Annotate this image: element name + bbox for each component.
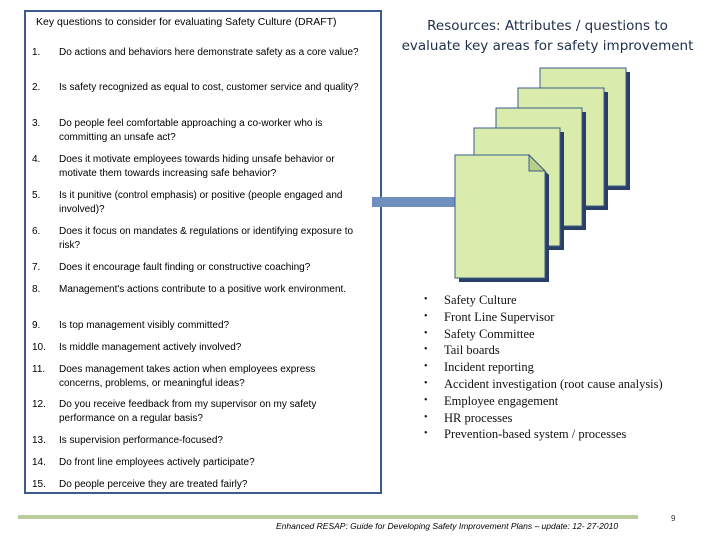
question-number: 10. — [32, 342, 46, 353]
bullet-icon: • — [424, 361, 428, 373]
question-number: 12. — [32, 399, 46, 410]
question-text: Is safety recognized as equal to cost, customer service and quality? — [59, 82, 359, 93]
footer-text: Enhanced RESAP: Guide for Developing Safety Improvement Plans – update: 12- 27-2010 — [276, 521, 619, 531]
resource-item — [422, 292, 712, 309]
document-stack-icon — [372, 68, 630, 282]
question-text: Does it encourage fault finding or constructive coaching? — [59, 262, 311, 273]
resource-item-label: Accident investigation (root cause analysis) — [444, 376, 663, 391]
question-number: 1. — [32, 47, 41, 58]
bullet-icon: • — [424, 310, 428, 322]
resources-title-line1: Resources: Attributes / questions to — [427, 18, 668, 34]
question-text: Do front line employees actively participate? — [59, 457, 255, 468]
question-text: Is it punitive (control emphasis) or positive (people engaged and involved)? — [59, 190, 343, 215]
resource-item — [422, 393, 712, 410]
resources-list — [422, 292, 712, 443]
question-number: 6. — [32, 226, 41, 237]
bullet-icon: • — [424, 428, 428, 440]
question-number: 8. — [32, 284, 41, 295]
footer-divider — [18, 515, 638, 519]
question-text: Do people feel comfortable approaching a co-worker who is committing an unsafe act? — [59, 118, 323, 143]
resources-title-line2: evaluate key areas for safety improvement — [401, 38, 694, 54]
questions-list — [26, 12, 380, 492]
resource-item-label: HR processes — [444, 410, 513, 425]
resource-item-label: Safety Culture — [444, 293, 517, 307]
question-text: Is top management visibly committed? — [59, 320, 230, 331]
question-number: 14. — [32, 457, 46, 468]
resource-item — [422, 359, 712, 376]
resource-item — [422, 342, 712, 359]
resource-item — [422, 410, 712, 427]
resource-item — [422, 376, 712, 393]
bullet-icon: • — [424, 411, 428, 423]
question-number: 7. — [32, 262, 41, 273]
bullet-icon: • — [424, 294, 428, 305]
bullet-icon: • — [424, 344, 428, 356]
resource-item-label: Prevention-based system / processes — [444, 427, 627, 442]
question-text: Does it motivate employees towards hiding unsafe behavior or motivate them towards increasing safe behavior? — [59, 154, 335, 179]
bullet-icon: • — [424, 327, 428, 339]
resource-item — [422, 426, 712, 443]
question-text: Is supervision performance-focused? — [59, 435, 223, 446]
resource-item-label: Front Line Supervisor — [444, 309, 555, 324]
resource-item-label: Tail boards — [444, 343, 500, 358]
arrow-shaft — [372, 197, 460, 207]
question-number: 11. — [32, 364, 46, 375]
document-stack-graphic — [370, 60, 650, 290]
question-text: Is middle management actively involved? — [59, 342, 242, 353]
question-text: Do you receive feedback from my supervisor on my safety performance on a regular basis? — [59, 399, 317, 424]
question-number: 15. — [32, 479, 46, 490]
bullet-icon: • — [424, 377, 428, 389]
question-number: 2. — [32, 82, 41, 93]
question-number: 4. — [32, 154, 41, 165]
question-text: Management's actions contribute to a positive work environment. — [59, 284, 347, 295]
question-number: 5. — [32, 190, 41, 201]
resource-item — [422, 326, 712, 343]
resource-item-label: Employee engagement — [444, 393, 559, 408]
question-text: Do people perceive they are treated fairly? — [59, 479, 248, 490]
resource-item-label: Incident reporting — [444, 360, 534, 375]
question-number: 3. — [32, 118, 41, 129]
questions-panel — [24, 10, 382, 494]
question-number: 13. — [32, 435, 46, 446]
page-number: 9 — [671, 514, 676, 523]
question-text: Do actions and behaviors here demonstrate safety as a core value? — [59, 47, 359, 58]
question-text: Does it focus on mandates & regulations or identifying exposure to risk? — [59, 226, 354, 251]
resource-item — [422, 309, 712, 326]
question-number: 9. — [32, 320, 41, 331]
bullet-icon: • — [424, 394, 428, 406]
questions-title: Key questions to consider for evaluating Safety Culture (DRAFT) — [36, 16, 337, 28]
resources-title — [395, 16, 700, 56]
resource-item-label: Safety Committee — [444, 326, 535, 341]
question-text: Does management takes action when employees express concerns, problems, or meaningful ideas? — [59, 364, 316, 389]
